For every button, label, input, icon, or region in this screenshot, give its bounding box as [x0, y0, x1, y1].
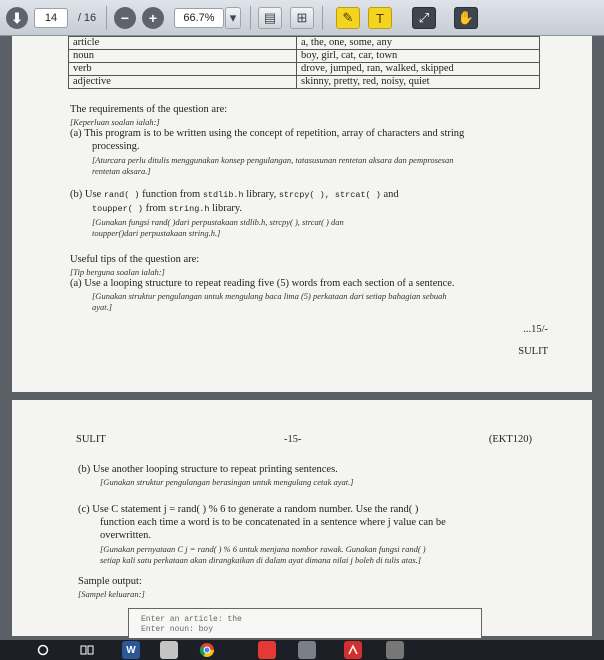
- table-row: [69, 76, 540, 89]
- page-number: -15-: [284, 434, 302, 445]
- code-toupper: toupper( ): [92, 204, 144, 214]
- requirement-b-line1: [70, 189, 399, 201]
- code-rand: rand( ): [103, 190, 140, 200]
- zoom-out-icon[interactable]: −: [114, 7, 136, 29]
- page-total: / 16: [77, 12, 97, 24]
- table-row: [69, 63, 540, 76]
- chrome-icon[interactable]: [198, 641, 216, 659]
- page-number-input[interactable]: 14: [34, 8, 68, 28]
- requirement-a-line1: (a) This program is to be written using the concept of repetition, array of characters and string: [70, 128, 465, 139]
- tip-b-my: [Gunakan struktur pengulangan berasingan untuk mengulang cetak ayat.]: [100, 477, 354, 487]
- fit-page-icon[interactable]: ⊞: [290, 7, 314, 29]
- zoom-level-input[interactable]: 66.7%: [174, 8, 224, 28]
- pdf-page-15: [12, 400, 592, 636]
- table-row: [69, 37, 540, 50]
- pdf-toolbar: [0, 0, 604, 36]
- requirement-a-line2: processing.: [92, 141, 140, 152]
- text-segment: (b) Use: [70, 189, 104, 200]
- sample-line: Enter noun: boy: [141, 625, 214, 634]
- app-icon[interactable]: [298, 641, 316, 659]
- tips-heading: Useful tips of the question are:: [70, 254, 200, 265]
- table-row: [69, 50, 540, 63]
- code-strcpy-strcat: strcpy( ), strcat( ): [278, 190, 381, 200]
- table-cell: verb: [69, 63, 297, 76]
- word-table: [68, 36, 540, 89]
- requirement-b-line2: [92, 203, 242, 215]
- requirements-heading: The requirements of the question are:: [70, 104, 228, 115]
- text-segment: and: [380, 189, 399, 200]
- tip-a-my-line1: [Gunakan struktur pengulangan untuk mengulang baca lima (5) perkataan dari setiap bahagian sebuah: [92, 291, 447, 301]
- toolbar-divider: [106, 6, 107, 30]
- requirement-b-my-line1: [Gunakan fungsi rand( )dari perpustakaan stdlib.h, strcpy( ), strcat( ) dan: [92, 217, 344, 227]
- text-segment: function from: [139, 189, 203, 200]
- tip-c-my-line1: [Gunakan pernyataan C j = rand( ) % 6 untuk menjana nombor rawak. Gunakan fungsi rand( ): [100, 544, 426, 554]
- table-cell: a, the, one, some, any: [297, 37, 540, 50]
- print-icon[interactable]: ▤: [258, 7, 282, 29]
- app-icon[interactable]: [160, 641, 178, 659]
- tip-c-line3: overwritten.: [100, 530, 152, 541]
- code-string-h: string.h: [168, 204, 210, 214]
- toolbar-divider: [322, 6, 323, 30]
- tip-c-line1: (c) Use C statement j = rand( ) % 6 to generate a random number. Use the rand( ): [78, 504, 419, 515]
- tip-c-my-line2: setiap kali satu perkataan akan dirangkaikan di dalam ayat dimana nilai j boleh di tulis atas.]: [100, 555, 422, 565]
- comment-icon[interactable]: ✎: [336, 7, 360, 29]
- toolbar-divider: [250, 6, 251, 30]
- footer-sulit: SULIT: [518, 346, 548, 357]
- text-segment: library.: [209, 203, 243, 214]
- table-cell: article: [69, 37, 297, 50]
- word-app-icon[interactable]: W: [122, 641, 140, 659]
- acrobat-icon[interactable]: [344, 641, 362, 659]
- taskbar: [0, 640, 604, 660]
- sample-output-heading-my: [Sampel keluaran:]: [78, 589, 145, 599]
- table-cell: adjective: [69, 76, 297, 89]
- app-icon[interactable]: [258, 641, 276, 659]
- table-cell: skinny, pretty, red, noisy, quiet: [297, 76, 540, 89]
- arrow-down-icon[interactable]: ⬇: [6, 7, 28, 29]
- tips-heading-my: [Tip berguna soalan ialah:]: [70, 267, 165, 277]
- page-reference: ...15/-: [523, 324, 548, 335]
- zoom-in-icon[interactable]: +: [142, 7, 164, 29]
- text-segment: from: [143, 203, 169, 214]
- requirement-a-my-line1: [Aturcara perlu ditulis menggunakan konsep pengulangan, tatasusunan rentetan aksara dan pemprosesan: [92, 155, 454, 165]
- sample-output-box: [128, 608, 482, 638]
- text-segment: library,: [243, 189, 279, 200]
- table-cell: noun: [69, 50, 297, 63]
- tip-a: (a) Use a looping structure to repeat reading five (5) words from each section of a sentence.: [70, 278, 455, 289]
- hand-tool-icon[interactable]: ✋: [454, 7, 478, 29]
- tip-b: (b) Use another looping structure to repeat printing sentences.: [78, 464, 338, 475]
- expand-icon[interactable]: ⤢: [412, 7, 436, 29]
- sample-output-heading: Sample output:: [78, 576, 142, 587]
- dropdown-icon[interactable]: ▾: [225, 7, 241, 29]
- table-cell: boy, girl, cat, car, town: [297, 50, 540, 63]
- pdf-page-14: [12, 36, 592, 392]
- task-view-icon[interactable]: [78, 641, 96, 659]
- header-sulit: SULIT: [76, 434, 106, 445]
- sample-line: Enter an article: the: [141, 615, 242, 624]
- app-icon[interactable]: [386, 641, 404, 659]
- search-icon[interactable]: [34, 641, 52, 659]
- table-cell: drove, jumped, ran, walked, skipped: [297, 63, 540, 76]
- code-stdlib: stdlib.h: [202, 190, 244, 200]
- highlight-icon[interactable]: T: [368, 7, 392, 29]
- tip-c-line2: function each time a word is to be concatenated in a sentence where j value can be: [100, 517, 446, 528]
- course-code: (EKT120): [488, 434, 532, 445]
- requirement-b-my-line2: toupper()dari perpustakaan string.h.]: [92, 228, 221, 238]
- requirements-heading-my: [Keperluan soalan ialah:]: [70, 117, 160, 127]
- requirement-a-my-line2: rentetan aksara.]: [92, 166, 151, 176]
- tip-a-my-line2: ayat.]: [92, 302, 113, 312]
